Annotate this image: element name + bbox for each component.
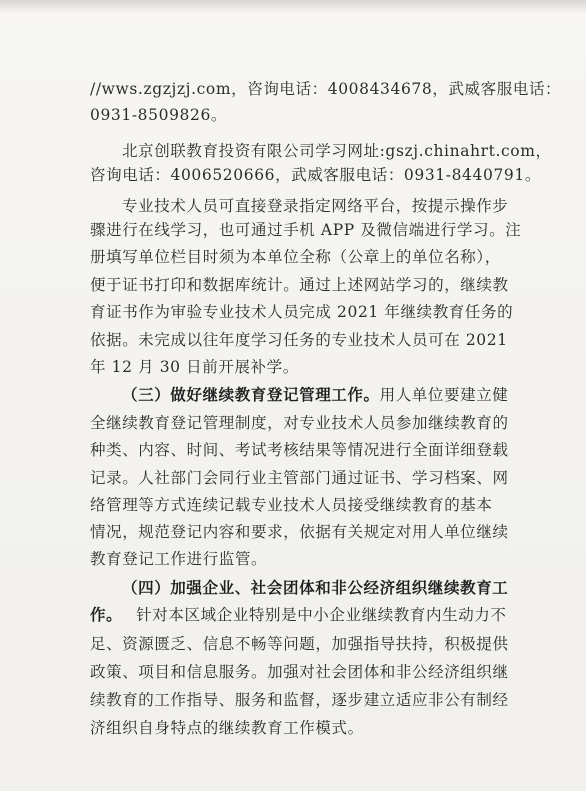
body-line: 全继续教育登记管理制度，对专业技术人员参加继续教育的: [90, 414, 509, 432]
body-line: 足、资源匮乏、信息不畅等问题，加强指导扶持，积极提供: [90, 635, 509, 653]
body-line: 政策、项目和信息服务。加强对社会团体和非公经济组织继: [90, 663, 509, 681]
body-line: 咨询电话：4006520666，武威客服电话：0931-8440791。: [90, 166, 541, 184]
section-three-heading: （三）做好继续教育登记管理工作。: [122, 385, 380, 404]
body-line: 续教育的工作指导、服务和监督，逐步建立适应非公有制经: [90, 691, 509, 709]
body-text: 针对本区域企业特别是中小企业继续教育内生动力不: [136, 606, 507, 624]
body-line: 络管理等方式连续记载专业技术人员接受继续教育的基本: [90, 496, 493, 514]
body-line: //wws.zgzjzj.com，咨询电话：4008434678，武威客服电话：: [90, 80, 562, 98]
body-line: 教育登记工作进行监管。: [90, 550, 268, 568]
body-line: 依据。未完成以往年度学习任务的专业技术人员可在 2021: [90, 331, 508, 349]
body-line: 济组织自身特点的继续教育工作模式。: [90, 719, 364, 737]
body-line: 便于证书打印和数据库统计。通过上述网站学习的，继续教: [90, 276, 509, 294]
section-four-paragraph: [90, 605, 507, 625]
body-line: 种类、内容、时间、考试考核结果等情况进行全面详细登载: [90, 441, 509, 459]
body-text: 用人单位要建立健: [379, 386, 509, 404]
body-line: 年 12 月 30 日前开展补学。: [90, 358, 299, 376]
section-four-heading-end: 作。: [90, 605, 123, 624]
body-line: 育证书作为审验专业技术人员完成 2021 年继续教育任务的: [90, 303, 514, 321]
section-three-paragraph: [122, 385, 508, 405]
body-line: 骤进行在线学习，也可通过手机 APP 及微信端进行学习。注: [90, 221, 522, 239]
body-line: 记录。人社部门会同行业主管部门通过证书、学习档案、网: [90, 469, 509, 487]
body-line: 册填写单位栏目时须为本单位全称（公章上的单位名称），: [90, 248, 501, 266]
body-line: 0931-8509826。: [90, 106, 228, 124]
section-four-heading: [122, 578, 508, 598]
body-line: 北京创联教育投资有限公司学习网址:gszj.chinahrt.com，: [122, 142, 552, 160]
body-line: 专业技术人员可直接登录指定网络平台，按提示操作步: [122, 197, 509, 215]
section-four-heading-text: （四）加强企业、社会团体和非公经济组织继续教育工: [122, 578, 509, 597]
body-line: 情况，规范登记内容和要求，依据有关规定对用人单位继续: [90, 523, 509, 541]
